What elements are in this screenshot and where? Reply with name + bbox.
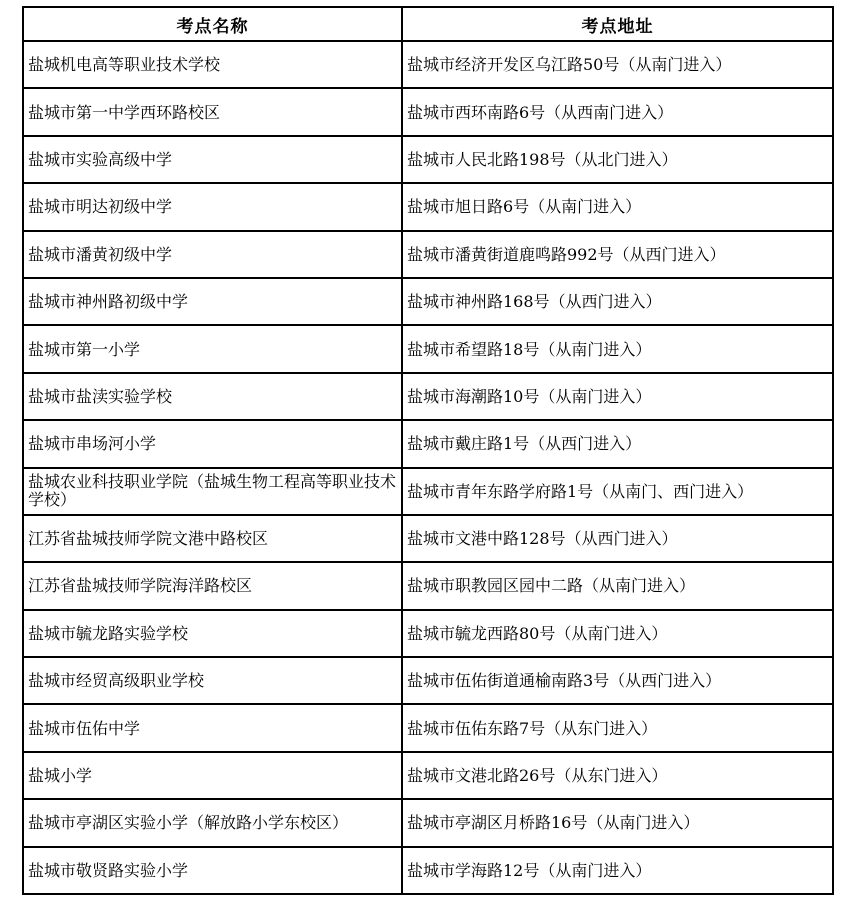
venue-address-cell: 盐城市海潮路10号（从南门进入） [402, 373, 833, 420]
venue-address-cell: 盐城市亭湖区月桥路16号（从南门进入） [402, 799, 833, 846]
table-row [23, 41, 833, 88]
venue-name-cell: 江苏省盐城技师学院海洋路校区 [23, 562, 402, 609]
table-row [23, 136, 833, 183]
venue-address-cell: 盐城市旭日路6号（从南门进入） [402, 183, 833, 230]
venue-name-cell: 盐城市第一中学西环路校区 [23, 88, 402, 135]
venue-name-cell: 盐城市神州路初级中学 [23, 278, 402, 325]
venue-name-cell: 盐城市第一小学 [23, 325, 402, 372]
venue-name-cell: 盐城机电高等职业技术学校 [23, 41, 402, 88]
venue-name-cell: 江苏省盐城技师学院文港中路校区 [23, 515, 402, 562]
venue-name-cell: 盐城市盐渎实验学校 [23, 373, 402, 420]
header-venue-name: 考点名称 [23, 7, 402, 41]
venue-name-cell: 盐城农业科技职业学院（盐城生物工程高等职业技术学校） [23, 468, 402, 515]
exam-venue-sheet [22, 6, 832, 895]
venue-address-cell: 盐城市学海路12号（从南门进入） [402, 847, 833, 894]
venue-name-cell: 盐城市明达初级中学 [23, 183, 402, 230]
table-row [23, 799, 833, 846]
table-row [23, 88, 833, 135]
venue-address-cell: 盐城市伍佑东路7号（从东门进入） [402, 704, 833, 751]
venue-address-cell: 盐城市伍佑街道通榆南路3号（从西门进入） [402, 657, 833, 704]
table-row [23, 704, 833, 751]
venue-address-cell: 盐城市神州路168号（从西门进入） [402, 278, 833, 325]
venue-name-cell: 盐城市伍佑中学 [23, 704, 402, 751]
venue-address-cell: 盐城市文港中路128号（从西门进入） [402, 515, 833, 562]
header-row [23, 7, 833, 41]
table-row [23, 183, 833, 230]
table-header [23, 7, 833, 41]
venue-address-cell: 盐城市文港北路26号（从东门进入） [402, 752, 833, 799]
venue-address-cell: 盐城市潘黄街道鹿鸣路992号（从西门进入） [402, 231, 833, 278]
exam-venue-table [22, 6, 834, 895]
venue-address-cell: 盐城市人民北路198号（从北门进入） [402, 136, 833, 183]
table-row [23, 278, 833, 325]
venue-name-cell: 盐城市敬贤路实验小学 [23, 847, 402, 894]
table-row [23, 610, 833, 657]
venue-name-cell: 盐城小学 [23, 752, 402, 799]
venue-address-cell: 盐城市职教园区园中二路（从南门进入） [402, 562, 833, 609]
table-row [23, 752, 833, 799]
venue-name-cell: 盐城市经贸高级职业学校 [23, 657, 402, 704]
venue-name-cell: 盐城市潘黄初级中学 [23, 231, 402, 278]
table-body [23, 41, 833, 894]
venue-name-cell: 盐城市毓龙路实验学校 [23, 610, 402, 657]
venue-address-cell: 盐城市戴庄路1号（从西门进入） [402, 420, 833, 467]
venue-address-cell: 盐城市希望路18号（从南门进入） [402, 325, 833, 372]
venue-address-cell: 盐城市西环南路6号（从西南门进入） [402, 88, 833, 135]
venue-address-cell: 盐城市经济开发区乌江路50号（从南门进入） [402, 41, 833, 88]
venue-address-cell: 盐城市青年东路学府路1号（从南门、西门进入） [402, 468, 833, 515]
header-venue-address: 考点地址 [402, 7, 833, 41]
table-row [23, 373, 833, 420]
venue-name-cell: 盐城市串场河小学 [23, 420, 402, 467]
table-row [23, 231, 833, 278]
table-row [23, 847, 833, 894]
table-row [23, 657, 833, 704]
table-row [23, 325, 833, 372]
table-row [23, 562, 833, 609]
table-row [23, 468, 833, 515]
venue-name-cell: 盐城市实验高级中学 [23, 136, 402, 183]
table-row [23, 515, 833, 562]
venue-address-cell: 盐城市毓龙西路80号（从南门进入） [402, 610, 833, 657]
venue-name-cell: 盐城市亭湖区实验小学（解放路小学东校区） [23, 799, 402, 846]
table-row [23, 420, 833, 467]
